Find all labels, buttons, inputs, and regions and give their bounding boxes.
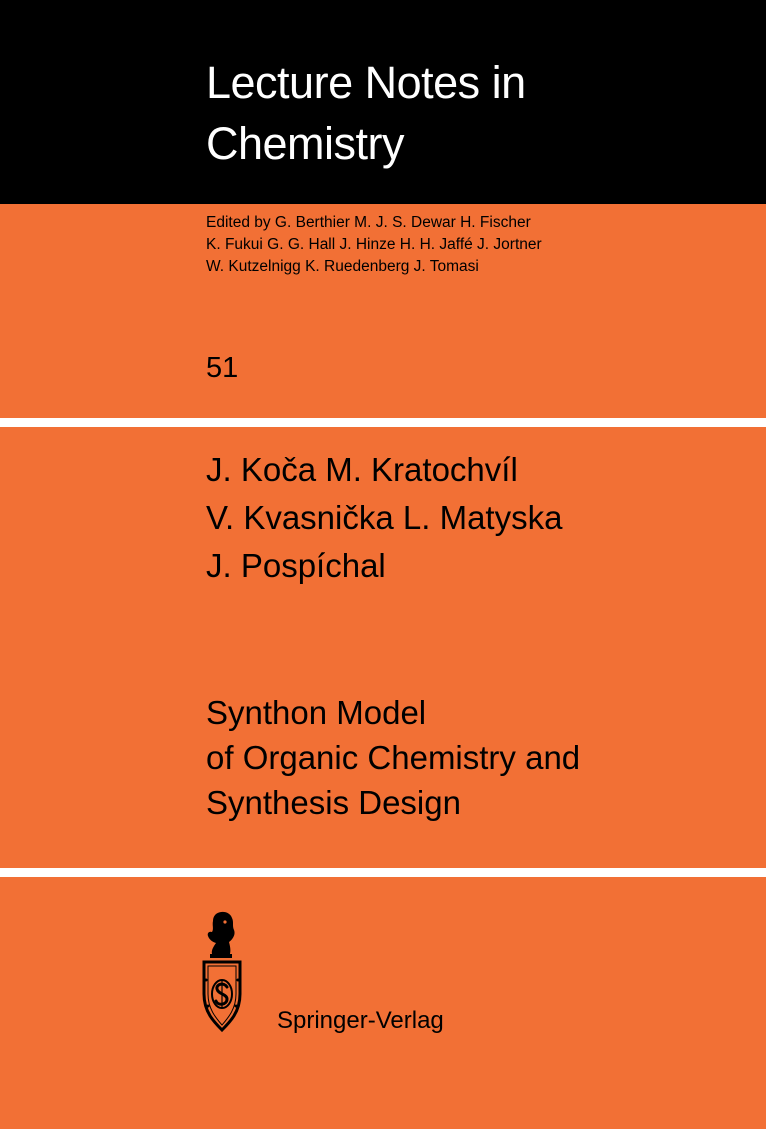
authors xyxy=(206,446,756,590)
upper-divider xyxy=(0,418,766,427)
authors-line-3: J. Pospíchal xyxy=(206,547,386,584)
book-title xyxy=(206,690,756,825)
authors-line-1: J. Koča M. Kratochvíl xyxy=(206,451,518,488)
book-title-line-2: of Organic Chemistry and xyxy=(206,739,581,776)
editors-line-1: Edited by G. Berthier M. J. S. Dewar H. Fischer xyxy=(206,214,531,231)
authors-line-2: V. Kvasnička L. Matyska xyxy=(206,499,563,536)
book-title-line-1: Synthon Model xyxy=(206,694,427,731)
series-title-line-2: Chemistry xyxy=(206,118,405,169)
springer-logo-icon xyxy=(196,910,248,1040)
series-title-line-1: Lecture Notes in xyxy=(206,57,526,108)
editors-line-3: W. Kutzelnigg K. Ruedenberg J. Tomasi xyxy=(206,258,479,275)
volume-number: 51 xyxy=(206,352,239,384)
series-title xyxy=(206,52,746,174)
editors-line-2: K. Fukui G. G. Hall J. Hinze H. H. Jaffé J. Jortner xyxy=(206,236,542,253)
editors-list xyxy=(206,212,746,278)
lower-divider xyxy=(0,868,766,877)
book-title-line-3: Synthesis Design xyxy=(206,784,461,821)
publisher-name: Springer-Verlag xyxy=(277,1007,444,1034)
